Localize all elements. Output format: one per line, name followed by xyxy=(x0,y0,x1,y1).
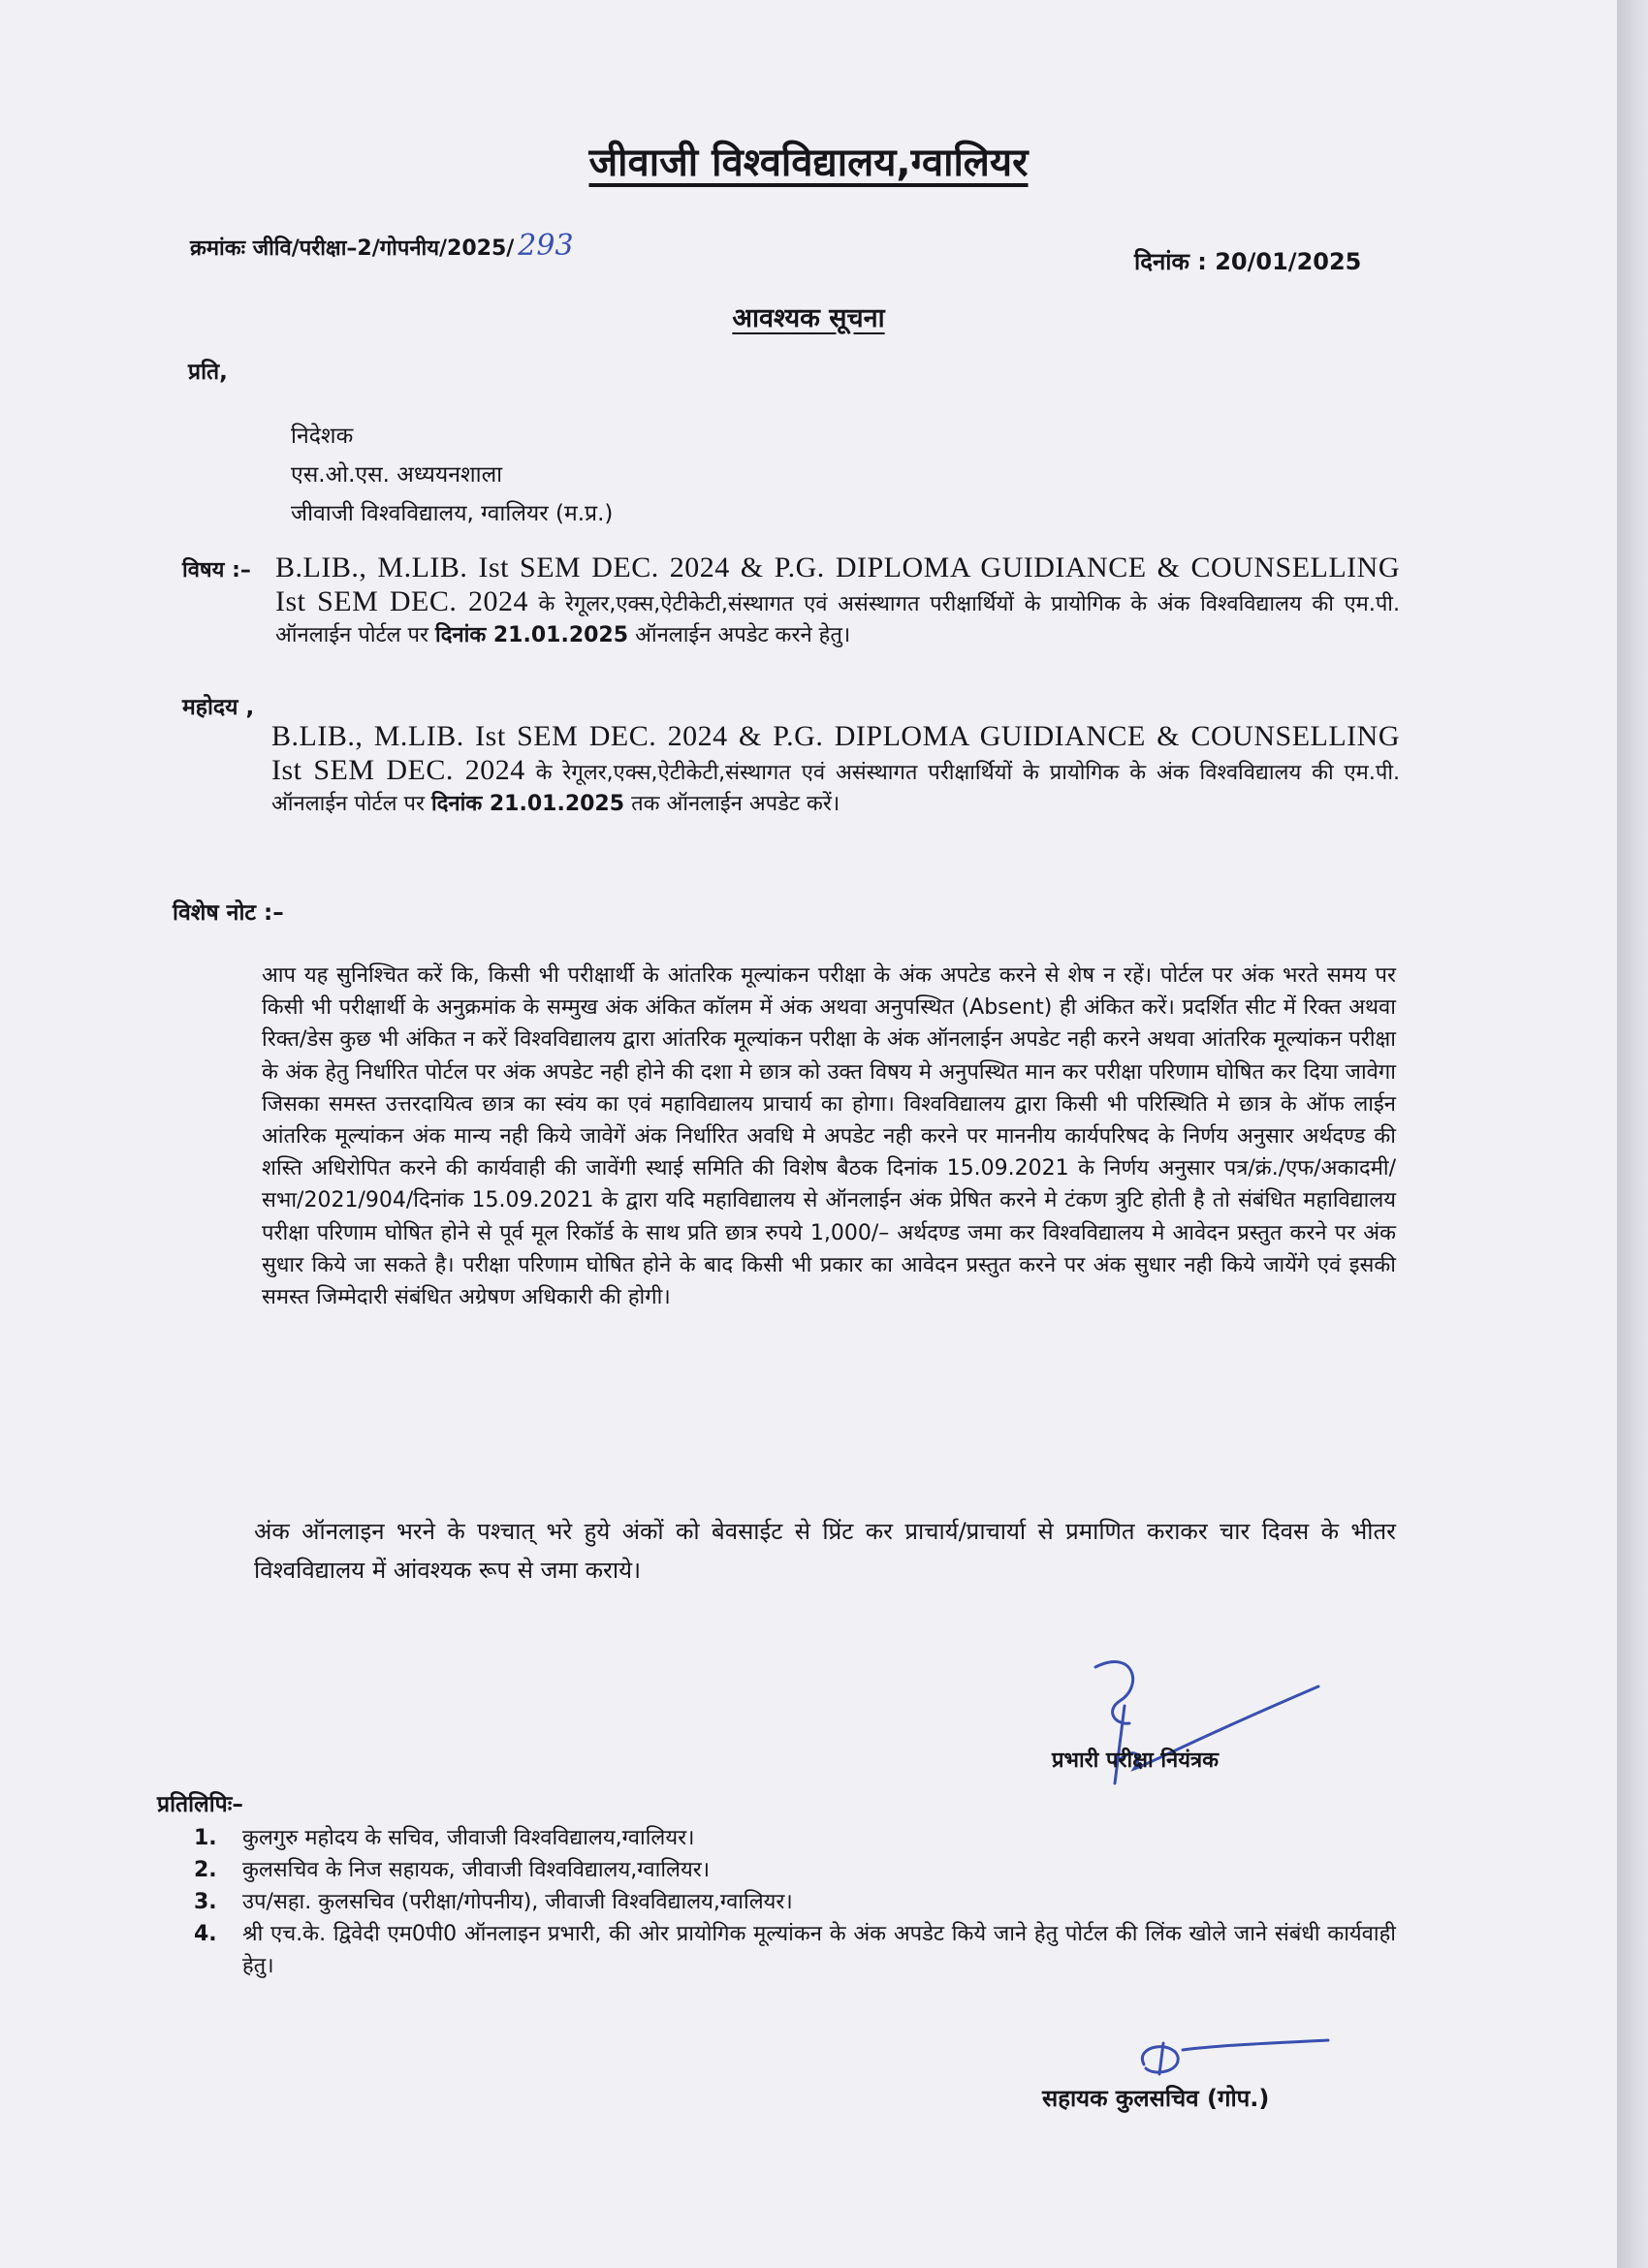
list-number: 3. xyxy=(194,1890,217,1914)
special-note-paragraph: आप यह सुनिश्चित करें कि, किसी भी परीक्षार्थी के आंतरिक मूल्यांकन परीक्षा के अंक अपटेड करने से शेष न रहें। पोर्टल पर अंक भरते समय पर किसी भी परीक्षार्थी के अनुक्रमांक के सम्मुख अंक अंकित कॉलम में अंक अथवा अनुपस्थित (Absent) ही अंकित करें। प्रदर्शित सीट में रिक्त अथवा रिक्त/डेस कुछ भी अंकित न करें विश्वविद्यालय द्वारा आंतरिक मूल्यांकन परीक्षा के अंक ऑनलाईन अपडेट नही करने अथवा आंतरिक मूल्यांकन परीक्षा के अंक हेतु निर्धारित पोर्टल पर अंक अपडेट नही होने की दशा मे छात्र को उक्त विषय मे अनुपस्थित मान कर परीक्षा परिणाम घोषित कर दिया जावेगा जिसका समस्त उत्तरदायित्व छात्र का स्वंय का एवं महाविद्यालय प्राचार्य का होगा। विश्वविद्यालय द्वारा किसी भी परिस्थिति मे छात्र के ऑफ लाईन आंतरिक मूल्यांकन अंक मान्य नही किये जावेगें अंक निर्धारित अवधि मे अपडेट नही करने पर माननीय कार्यपरिषद के निर्णय अनुसार अर्थदण्ड की शस्ति अधिरोपित करने की कार्यवाही की जावेंगी स्थाई समिति की विशेष बैठक दिनांक 15.09.2021 के निर्णय अनुसार पत्र/क्रं./एफ/अकादमी/सभा/2021/904/दिनांक 15.09.2021 के द्वारा यदि महाविद्यालय से ऑनलाईन अंक प्रेषित करने मे टंकण त्रुटि होती है तो संबंधित महाविद्यालय परीक्षा परिणाम घोषित होने से पूर्व मूल रिकॉर्ड के साथ प्रति छात्र रुपये 1,000/– अर्थदण्ड जमा कर विश्वविद्यालय मे आवेदन प्रस्तुत करने पर अंक सुधार किये जा सकते है। परीक्षा परिणाम घोषित होने के बाद किसी भी प्रकार का आवेदन प्रस्तुत करने पर अंक सुधार नही किये जायेंगे एवं इसकी समस्त जिम्मेदारी संबंधित अग्रेषण अधिकारी की होगी। xyxy=(262,963,1396,1310)
list-text: श्री एच.के. द्विवेदी एम0पी0 ऑनलाइन प्रभारी, की ओर प्रायोगिक मूल्यांकन के अंक अपडेट किये जाने हेतु पोर्टल की लिंक खोले जाने संबंधी कार्यवाही हेतु। xyxy=(242,1922,1396,1978)
copy-to-label: प्रतिलिपिः– xyxy=(157,1792,243,1817)
reference-prefix: क्रमांकः जीवि/परीक्षा–2/गोपनीय/2025/ xyxy=(190,236,515,261)
assistant-registrar-designation: सहायक कुलसचिव (गोप.) xyxy=(1042,2085,1270,2112)
list-number: 1. xyxy=(194,1826,217,1850)
to-label: प्रति, xyxy=(188,360,228,385)
handwritten-reference-number: 293 xyxy=(518,229,574,263)
special-note-label: विशेष नोट :– xyxy=(173,900,284,926)
page-edge xyxy=(1617,0,1648,2268)
list-item xyxy=(194,1886,1396,1918)
exam-controller-signature xyxy=(1076,1648,1367,1803)
recipient-line: जीवाजी विश्वविद्यालय, ग्वालियर (म.प्र.) xyxy=(291,501,614,526)
recipient-address xyxy=(291,417,613,533)
list-item xyxy=(194,1918,1396,1982)
body-text-before: के रेगूलर,एक्स,ऐटीकेटी,संस्थागत एवं असंस्थागत परीक्षार्थियों के प्रायोगिक के अंक विश्वविद्यालय की एम.पी. ऑनलाईन पोर्टल पर xyxy=(271,761,1401,816)
subject-text-after: ऑनलाईन अपडेट करने हेतु। xyxy=(635,623,851,647)
recipient-line: एस.ओ.एस. अध्ययनशाला xyxy=(291,462,503,488)
subject-date: दिनांक 21.01.2025 xyxy=(435,623,629,647)
list-text: उप/सहा. कुलसचिव (परीक्षा/गोपनीय), जीवाजी विश्वविद्यालय,ग्वालियर। xyxy=(242,1890,793,1914)
list-number: 2. xyxy=(194,1858,217,1882)
list-item xyxy=(194,1854,1396,1886)
reference-number xyxy=(190,229,574,263)
body-course: B.LIB., M.LIB. Ist SEM DEC. 2024 & P.G. DIPLOMA GUIDIANCE & COUNSELLING Ist SEM DEC. 2024 xyxy=(271,720,1400,786)
body-date: दिनांक 21.01.2025 xyxy=(431,792,625,816)
salutation: महोदय , xyxy=(182,695,255,720)
university-title: जीवाजी विश्वविद्यालय,ग्वालियर xyxy=(588,141,1029,185)
body-paragraph xyxy=(271,721,1400,820)
subject-label: विषय :– xyxy=(182,558,251,583)
list-text: कुलगुरु महोदय के सचिव, जीवाजी विश्वविद्यालय,ग्वालियर। xyxy=(242,1826,695,1850)
copy-to-list xyxy=(194,1822,1396,1982)
list-item xyxy=(194,1822,1396,1854)
list-number: 4. xyxy=(194,1922,217,1946)
recipient-line: निदेशक xyxy=(291,424,354,449)
notice-heading: आवश्यक सूचना xyxy=(732,303,885,333)
letter-date: दिनांक : 20/01/2025 xyxy=(1134,248,1362,275)
body-text-after: तक ऑनलाईन अपडेट करें। xyxy=(631,792,840,816)
list-text: कुलसचिव के निज सहायक, जीवाजी विश्वविद्यालय,ग्वालियर। xyxy=(242,1858,711,1882)
subject-course: B.LIB., M.LIB. Ist SEM DEC. 2024 & P.G. DIPLOMA GUIDIANCE & COUNSELLING Ist SEM DEC. 2024 xyxy=(275,551,1400,617)
exam-controller-designation: प्रभारी परीक्षा नियंत्रक xyxy=(1052,1748,1220,1773)
print-instruction: अंक ऑनलाइन भरने के पश्चात् भरे हुये अंकों को बेवसाईट से प्रिंट कर प्राचार्य/प्राचार्या से प्रमाणित कराकर चार दिवस के भीतर विश्वविद्यालय में आंवश्यक रूप से जमा कराये। xyxy=(254,1518,1396,1584)
subject-text xyxy=(275,552,1400,651)
subject-text-before: के रेगूलर,एक्स,ऐटीकेटी,संस्थागत एवं असंस्थागत परीक्षार्थियों के प्रायोगिक के अंक विश्वविद्यालय की एम.पी. ऑनलाईन पोर्टल पर xyxy=(275,592,1401,647)
